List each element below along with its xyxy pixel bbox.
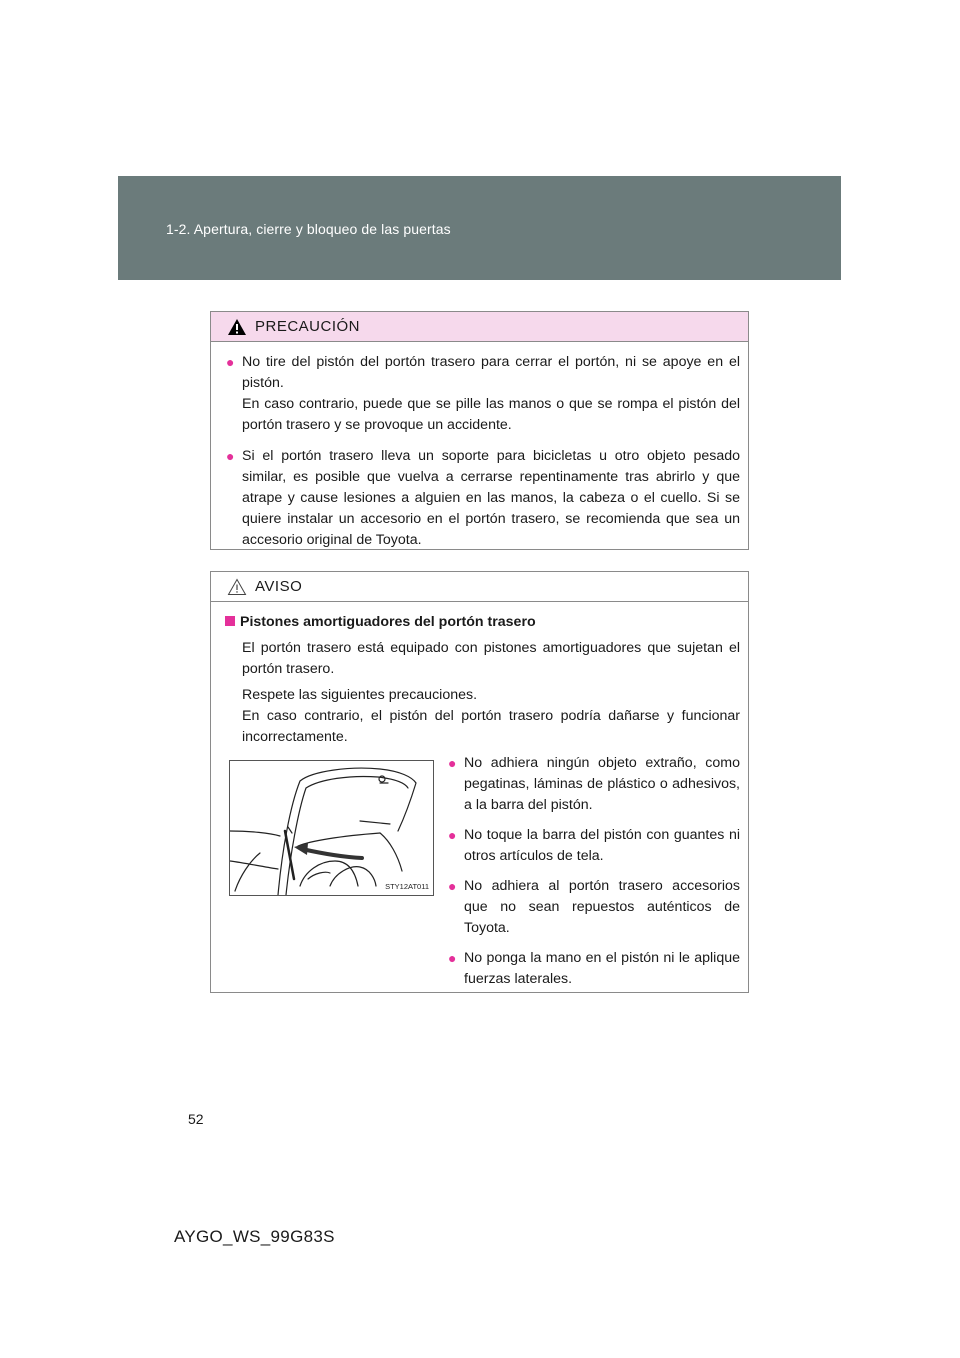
notice-paragraph: Respete las siguientes precauciones. En caso contrario, el pistón del portón trasero podría dañarse y funcionar incorrectamente.: [242, 687, 740, 745]
tailgate-drawing: [230, 761, 433, 895]
caution-bullet-list: [225, 352, 740, 561]
notice-paragraph: El portón trasero está equipado con pistones amortiguadores que sujetan el portón trasero.: [242, 640, 740, 677]
caution-bullet: [225, 352, 740, 436]
notice-box: [210, 571, 749, 993]
notice-bullet-text: No adhiera ningún objeto extraño, como pegatinas, láminas de plástico o adhesivos, a la barra del pistón.: [464, 755, 740, 813]
image-code-label: STY12AT011: [385, 882, 429, 891]
notice-title: AVISO: [255, 578, 303, 595]
bullet-dot-icon: ●: [226, 354, 235, 370]
bullet-dot-icon: ●: [448, 950, 457, 966]
bullet-dot-icon: ●: [448, 755, 457, 771]
notice-bullet-text: No adhiera al portón trasero accesorios que no sean repuestos auténticos de Toyota.: [464, 878, 740, 936]
caution-header: [211, 312, 748, 342]
notice-subheading-text: Pistones amortiguadores del portón trasero: [240, 614, 536, 630]
caution-bullet-text: Si el portón trasero lleva un soporte para bicicletas u otro objeto pesado similar, es posible que vuelva a cerrarse repentinamente tras abrirlo y que atrape y cause lesiones a alguien en las manos, la cabeza o el cuello. Si se quiere instalar un accesorio en el portón trasero, se recomienda que sea un accesorio original de Toyota.: [242, 448, 740, 548]
caution-bullet-text: No tire del pistón del portón trasero para cerrar el portón, ni se apoye en el pistón. En caso contrario, puede que se pille las manos o que se rompa el pistón del portón trasero y se provoque un accidente.: [242, 354, 740, 433]
bullet-dot-icon: ●: [448, 827, 457, 843]
notice-bullet-text: No ponga la mano en el pistón ni le aplique fuerzas laterales.: [464, 950, 740, 987]
notice-bullet-list: [447, 753, 740, 999]
caution-box: [210, 311, 749, 550]
tailgate-strut-illustration: [229, 760, 434, 896]
caution-bullet: [225, 446, 740, 551]
notice-bullet: [447, 876, 740, 939]
section-title: 1-2. Apertura, cierre y bloqueo de las puertas: [166, 221, 451, 237]
notice-bullet: [447, 948, 740, 990]
bullet-dot-icon: ●: [226, 448, 235, 464]
bullet-dot-icon: ●: [448, 878, 457, 894]
section-header-band: [118, 176, 841, 280]
warning-filled-icon: [227, 318, 247, 336]
notice-header: [211, 572, 748, 602]
notice-bullet: [447, 753, 740, 816]
notice-subheading: [225, 612, 536, 633]
page-number: 52: [188, 1111, 204, 1127]
warning-outline-icon: [227, 578, 247, 596]
notice-bullet: [447, 825, 740, 867]
document-code: AYGO_WS_99G83S: [174, 1227, 335, 1246]
caution-title: PRECAUCIÓN: [255, 318, 361, 335]
square-bullet-icon: [225, 616, 235, 626]
notice-bullet-text: No toque la barra del pistón con guantes ni otros artículos de tela.: [464, 827, 740, 864]
